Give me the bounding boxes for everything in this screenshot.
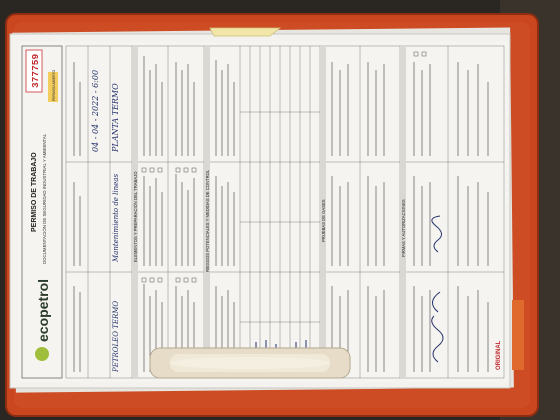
flag-label: PERMISO ABIERTO bbox=[52, 69, 56, 101]
form-subtitle: DOCUMENTACIÓN DE SEGURIDAD INDUSTRIAL Y AMBIENTAL bbox=[42, 133, 47, 264]
clipboard-clip bbox=[150, 348, 350, 378]
form-sheet bbox=[18, 42, 508, 382]
section-heading-risks: RIESGOS POTENCIALES Y MEDIDAS DE CONTROL bbox=[205, 169, 210, 272]
yellow-tab bbox=[210, 28, 280, 36]
handwritten-location: PLANTA TERMO bbox=[111, 83, 120, 152]
section-heading-elements: ELEMENTOS Y PREPARACIÓN DEL TRABAJO bbox=[133, 171, 138, 262]
handwritten-note: PETROLEO TERMO bbox=[112, 300, 120, 372]
serial-number: 377759 bbox=[30, 53, 41, 88]
section-heading-gas-tests: PRUEBAS DE GASES bbox=[321, 199, 326, 242]
bottom-stamp: ORIGINAL bbox=[496, 340, 502, 370]
company-logo: ecopetrol bbox=[35, 278, 51, 342]
section-heading-signatures: FIRMAS Y AUTORIZACIONES bbox=[401, 199, 406, 257]
handwritten-task: Mantenimiento de lineas bbox=[112, 173, 120, 262]
logo-mark bbox=[35, 347, 49, 361]
side-tab bbox=[512, 300, 524, 370]
handwritten-date: 04 - 04 - 2022 - 6:00 bbox=[91, 69, 100, 152]
form-title: PERMISO DE TRABAJO bbox=[31, 152, 38, 232]
